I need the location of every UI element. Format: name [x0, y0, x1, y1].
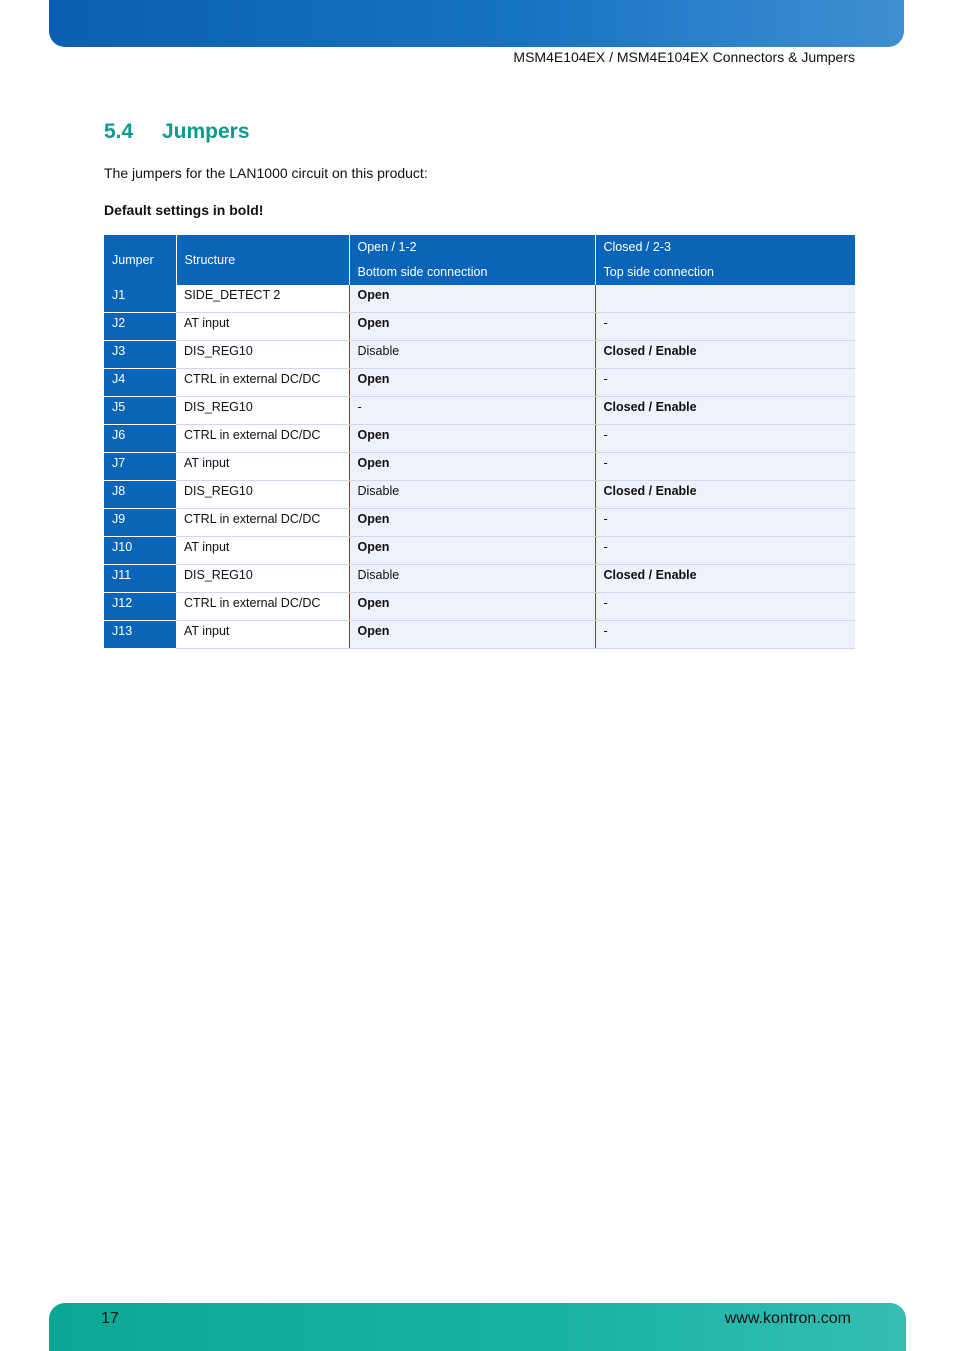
cell-jumper: J9: [104, 509, 176, 537]
cell-closed: [595, 285, 855, 313]
cell-open: -: [349, 397, 595, 425]
cell-closed: -: [595, 453, 855, 481]
cell-open: Disable: [349, 565, 595, 593]
cell-structure: DIS_REG10: [176, 565, 349, 593]
cell-structure: AT input: [176, 313, 349, 341]
cell-structure: SIDE_DETECT 2: [176, 285, 349, 313]
cell-closed: Closed / Enable: [595, 565, 855, 593]
section-number: 5.4: [104, 120, 134, 143]
document-title: MSM4E104EX / MSM4E104EX Connectors & Jumpers: [513, 49, 855, 65]
cell-jumper: J7: [104, 453, 176, 481]
cell-open: Open: [349, 453, 595, 481]
cell-closed: -: [595, 621, 855, 649]
header-closed-line1: Closed / 2-3: [603, 240, 671, 254]
cell-structure: AT input: [176, 537, 349, 565]
cell-jumper: J10: [104, 537, 176, 565]
cell-open: Open: [349, 509, 595, 537]
header-jumper: Jumper: [104, 235, 176, 285]
cell-structure: DIS_REG10: [176, 481, 349, 509]
cell-closed: Closed / Enable: [595, 481, 855, 509]
table-row: [104, 537, 855, 565]
table-row: [104, 397, 855, 425]
cell-closed: -: [595, 537, 855, 565]
cell-closed: -: [595, 369, 855, 397]
website-link[interactable]: www.kontron.com: [724, 1310, 851, 1327]
cell-jumper: J12: [104, 593, 176, 621]
cell-open: Open: [349, 621, 595, 649]
cell-open: Open: [349, 425, 595, 453]
table-row: [104, 313, 855, 341]
cell-open: Disable: [349, 341, 595, 369]
cell-structure: CTRL in external DC/DC: [176, 425, 349, 453]
cell-open: Open: [349, 285, 595, 313]
cell-jumper: J4: [104, 369, 176, 397]
section-heading: [104, 120, 250, 144]
cell-jumper: J13: [104, 621, 176, 649]
table-row: [104, 369, 855, 397]
cell-structure: DIS_REG10: [176, 341, 349, 369]
cell-closed: -: [595, 425, 855, 453]
cell-jumper: J8: [104, 481, 176, 509]
cell-open: Open: [349, 537, 595, 565]
jumpers-table: [104, 235, 856, 649]
cell-jumper: J1: [104, 285, 176, 313]
cell-jumper: J11: [104, 565, 176, 593]
table-row: [104, 285, 855, 313]
cell-closed: Closed / Enable: [595, 397, 855, 425]
header-closed: [595, 235, 855, 285]
header-open-line2: Bottom side connection: [357, 265, 488, 279]
table-row: [104, 565, 855, 593]
table-row: [104, 593, 855, 621]
cell-closed: Closed / Enable: [595, 341, 855, 369]
table-row: [104, 481, 855, 509]
cell-structure: AT input: [176, 621, 349, 649]
table-row: [104, 341, 855, 369]
table-row: [104, 453, 855, 481]
intro-text: The jumpers for the LAN1000 circuit on this product:: [104, 165, 428, 181]
cell-jumper: J5: [104, 397, 176, 425]
header-open: [349, 235, 595, 285]
jumpers-table-body: [104, 285, 855, 649]
default-settings-note: Default settings in bold!: [104, 202, 264, 218]
cell-structure: CTRL in external DC/DC: [176, 369, 349, 397]
table-row: [104, 621, 855, 649]
cell-jumper: J2: [104, 313, 176, 341]
cell-open: Open: [349, 313, 595, 341]
header-open-line1: Open / 1-2: [357, 240, 417, 254]
cell-structure: AT input: [176, 453, 349, 481]
header-structure: Structure: [176, 235, 349, 285]
header-bar: [49, 0, 904, 47]
cell-structure: CTRL in external DC/DC: [176, 593, 349, 621]
cell-structure: DIS_REG10: [176, 397, 349, 425]
cell-jumper: J6: [104, 425, 176, 453]
cell-jumper: J3: [104, 341, 176, 369]
cell-structure: CTRL in external DC/DC: [176, 509, 349, 537]
table-header-row: [104, 235, 855, 285]
cell-open: Disable: [349, 481, 595, 509]
header-closed-line2: Top side connection: [603, 265, 714, 279]
page-number: 17: [101, 1310, 119, 1327]
cell-open: Open: [349, 593, 595, 621]
cell-closed: -: [595, 509, 855, 537]
cell-closed: -: [595, 313, 855, 341]
cell-open: Open: [349, 369, 595, 397]
table-row: [104, 425, 855, 453]
table-row: [104, 509, 855, 537]
cell-closed: -: [595, 593, 855, 621]
section-title: Jumpers: [162, 120, 250, 143]
